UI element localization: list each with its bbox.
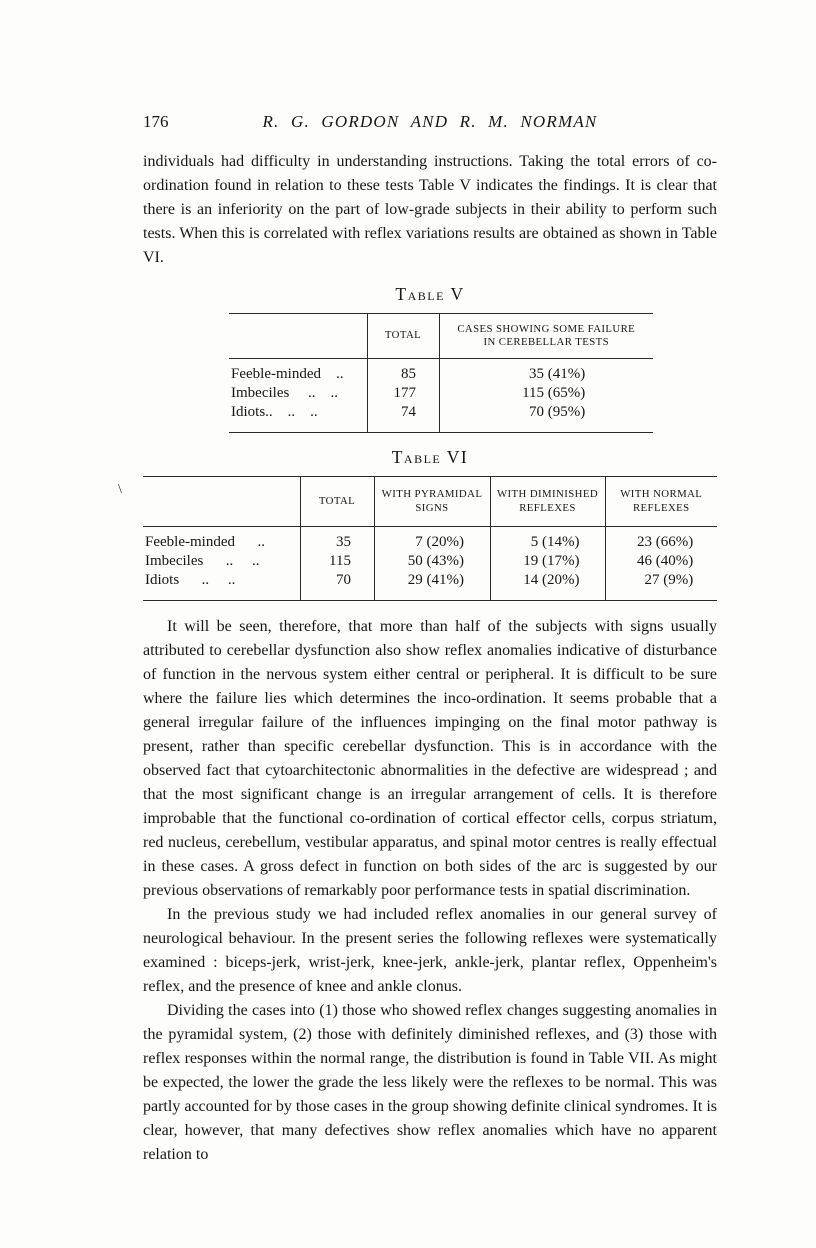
row-diminished-cell bbox=[490, 552, 605, 571]
table6-header-normal-line2: REFLEXES bbox=[632, 501, 690, 514]
table5-header-cases-line1: CASES SHOWING SOME FAILURE bbox=[457, 322, 636, 335]
row-cases-value: 35 (41%) bbox=[529, 366, 586, 382]
table-row bbox=[229, 384, 653, 403]
row-cases-cell bbox=[439, 359, 653, 385]
table-row bbox=[143, 552, 717, 571]
paragraph-intro: individuals had difficulty in understanding instructions. Taking the total errors of co-ordination found in relation to these tests Table V indicates the findings. It is clear that there is an inferiority on the part of low-grade subjects in their ability to perform such tests. When this is correlated with reflex variations results are obtained as shown in Table VI. bbox=[143, 153, 717, 266]
table6-header-diminished-line1: WITH DIMINISHED bbox=[496, 488, 599, 500]
scan-artifact-mark: \ bbox=[118, 482, 122, 497]
row-normal-cell bbox=[605, 571, 717, 601]
table6-header-total bbox=[300, 477, 374, 527]
page-number: 176 bbox=[143, 112, 169, 131]
row-total-value: 74 bbox=[401, 404, 416, 420]
table5-caption: Table V bbox=[395, 284, 465, 304]
row-total-cell bbox=[300, 527, 374, 553]
row-total-cell bbox=[300, 571, 374, 601]
row-pyramidal-value: 50 (43%) bbox=[407, 553, 464, 569]
row-total-cell bbox=[300, 552, 374, 571]
row-diminished-value: 5 (14%) bbox=[530, 534, 580, 550]
row-cases-value: 115 (65%) bbox=[522, 385, 586, 401]
table6-header-total-label: TOTAL bbox=[318, 494, 356, 507]
table6-header-normal bbox=[605, 477, 717, 527]
row-pyramidal-cell bbox=[374, 571, 490, 601]
running-title: R. G. GORDON AND R. M. NORMAN bbox=[262, 112, 598, 131]
table6-header-pyramidal-line2: SIGNS bbox=[415, 501, 449, 514]
table6-header-pyramidal-line1: WITH PYRAMIDAL bbox=[381, 488, 483, 500]
table-row bbox=[229, 359, 653, 385]
row-label: Feeble-minded .. bbox=[145, 534, 265, 550]
row-normal-cell bbox=[605, 552, 717, 571]
row-cases-cell bbox=[439, 403, 653, 433]
paragraph-dividing-cases: Dividing the cases into (1) those who showed reflex changes suggesting anomalies in the pyramidal system, (2) those with definitely diminished reflexes, and (3) those with reflex responses within the normal range, the distribution is found in Table VII. As might be expected, the lower the grade the less likely were the reflexes to be normal. This was partly accounted for by those cases in the group showing definite clinical syndromes. It is clear, however, that many defectives show reflex anomalies which have no apparent relation to bbox=[143, 1002, 717, 1163]
table-row bbox=[143, 527, 717, 553]
table5-header-total-label: TOTAL bbox=[384, 329, 422, 342]
row-normal-value: 46 (40%) bbox=[637, 553, 694, 569]
row-normal-cell bbox=[605, 527, 717, 553]
table6 bbox=[143, 476, 717, 601]
table5 bbox=[229, 313, 653, 433]
row-normal-value: 27 (9%) bbox=[644, 572, 694, 588]
row-normal-value: 23 (66%) bbox=[637, 534, 694, 550]
paragraph-discussion: It will be seen, therefore, that more than half of the subjects with signs usually attributed to cerebellar dysfunction also show reflex anomalies indicative of disturbance of function in the nervous system either central or peripheral. It is difficult to be sure where the failure lies which determines the inco-ordination. It seems probable that a general irregular failure of the influences impinging on the final motor pathway is present, rather than specific cerebellar dysfunction. This is in accordance with the observed fact that cytoarchitectonic abnormalities in the defective are widespread ; and that the most significant change is an irregular arrangement of cells. It is therefore improbable that the functional co-ordination of cortical effector cells, corpus striatum, red nucleus, cerebellum, vestibular apparatus, and spinal motor centres is really effectual in these cases. A gross defect in function on both sides of the arc is suggested by our previous observations of remarkably poor performance tests in spatial discrimination. bbox=[143, 618, 717, 899]
table6-header-normal-line1: WITH NORMAL bbox=[620, 488, 703, 500]
table6-header-diminished bbox=[490, 477, 605, 527]
row-total-value: 177 bbox=[393, 385, 416, 401]
row-label: Feeble-minded .. bbox=[231, 366, 344, 382]
row-diminished-value: 14 (20%) bbox=[523, 572, 580, 588]
table5-header-row bbox=[229, 314, 653, 359]
row-diminished-cell bbox=[490, 527, 605, 553]
row-label: Idiots .. .. bbox=[145, 572, 236, 588]
row-pyramidal-cell bbox=[374, 527, 490, 553]
row-total-cell bbox=[367, 359, 439, 385]
row-total-cell bbox=[367, 403, 439, 433]
row-pyramidal-value: 7 (20%) bbox=[415, 534, 464, 550]
table6-caption: Table VI bbox=[391, 447, 469, 467]
table6-header-row bbox=[143, 477, 717, 527]
table5-header-empty bbox=[229, 314, 367, 359]
row-total-value: 70 bbox=[336, 572, 351, 588]
row-label: Idiots.. .. .. bbox=[231, 404, 318, 420]
table5-header-cases bbox=[439, 314, 653, 359]
page-content bbox=[143, 112, 717, 1167]
row-total-value: 115 bbox=[329, 553, 351, 569]
row-cases-value: 70 (95%) bbox=[529, 404, 586, 420]
row-total-cell bbox=[367, 384, 439, 403]
paragraph-previous-study: In the previous study we had included reflex anomalies in our general survey of neurological behaviour. In the present series the following reflexes were systematically examined : biceps-jerk, wrist-jerk, knee-jerk, ankle-jerk, plantar reflex, Oppenheim's reflex, and the presence of knee and ankle clonus. bbox=[143, 906, 717, 995]
row-diminished-value: 19 (17%) bbox=[523, 553, 580, 569]
table5-header-cases-line2: IN CEREBELLAR TESTS bbox=[483, 336, 610, 348]
table6-header-empty bbox=[143, 477, 300, 527]
row-total-value: 85 bbox=[401, 366, 416, 382]
row-pyramidal-cell bbox=[374, 552, 490, 571]
row-diminished-cell bbox=[490, 571, 605, 601]
table-row bbox=[143, 571, 717, 601]
row-label: Imbeciles .. .. bbox=[231, 385, 339, 401]
row-pyramidal-value: 29 (41%) bbox=[407, 572, 464, 588]
row-label: Imbeciles .. .. bbox=[145, 553, 260, 569]
page-header bbox=[143, 112, 717, 136]
table5-header-total bbox=[367, 314, 439, 359]
table6-header-diminished-line2: REFLEXES bbox=[519, 501, 576, 514]
row-cases-cell bbox=[439, 384, 653, 403]
table6-header-pyramidal bbox=[374, 477, 490, 527]
row-total-value: 35 bbox=[336, 534, 351, 550]
table-row bbox=[229, 403, 653, 433]
